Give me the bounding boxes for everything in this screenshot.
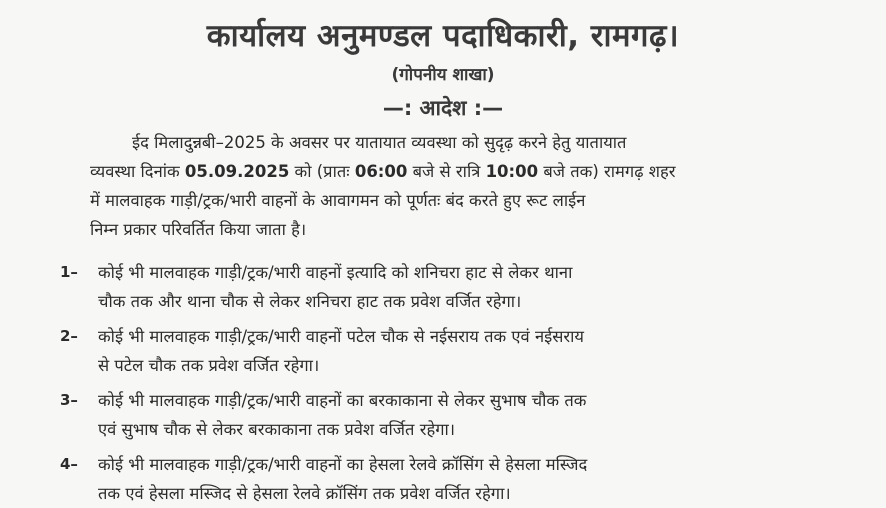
intro-line-4: निम्न प्रकार परिवर्तित किया जाता है। [90,220,307,239]
item-line-2: एवं सुभाष चौक से लेकर बरकाकाना तक प्रवेश वर्जित रहेगा। [98,420,456,439]
end-time: 10:00 [485,162,539,181]
item-line-1: कोई भी मालवाहक गाड़ी/ट्रक/भारी वाहनों का हेसला रेलवे क्रॉसिंग से हेसला मस्जिद [98,455,588,474]
list-item [60,322,820,380]
item-line-2: चौक तक और थाना चौक से लेकर शनिचरा हाट तक प्रवेश वर्जित रहेगा। [98,292,522,311]
intro-paragraph [90,128,820,244]
item-text [98,258,820,316]
item-line-2: तक एवं हेसला मस्जिद से हेसला रेलवे क्रॉसिंग तक प्रवेश वर्जित रहेगा। [98,484,511,503]
intro-line-2-text-a: व्यवस्था दिनांक [90,162,185,181]
item-line-1: कोई भी मालवाहक गाड़ी/ट्रक/भारी वाहनों पटेल चौक से नईसराय तक एवं नईसराय [98,327,584,346]
intro-line-2-text-d: बजे तक) रामगढ़ शहर [538,162,676,181]
intro-line-2-text-c: बजे से रात्रि [407,162,486,181]
order-heading: —: आदेश :— [382,96,504,120]
item-number: 4– [60,455,78,473]
item-text [98,450,820,508]
list-item [60,258,820,316]
item-line-2: से पटेल चौक तक प्रवेश वर्जित रहेगा। [98,356,320,375]
list-item [60,386,820,444]
section-subtitle: (गोपनीय शाखा) [391,65,495,85]
intro-line-2 [90,157,820,186]
item-number: 1– [60,263,78,281]
list-item [60,450,820,508]
item-text [98,386,820,444]
intro-line-1: ईद मिलादुन्नबी–2025 के अवसर पर यातायात व्यवस्था को सुदृढ़ करने हेतु यातायात [132,133,627,152]
item-number: 2– [60,327,78,345]
item-line-1: कोई भी मालवाहक गाड़ी/ट्रक/भारी वाहनों का बरकाकाना से लेकर सुभाष चौक तक [98,391,587,410]
item-number: 3– [60,391,78,409]
intro-line-3: में मालवाहक गाड़ी/ट्रक/भारी वाहनों के आवागमन को पूर्णतः बंद करते हुए रूट लाईन [90,191,586,210]
order-date: 05.09.2025 [184,162,290,181]
item-line-1: कोई भी मालवाहक गाड़ी/ट्रक/भारी वाहनों इत्यादि को शनिचरा हाट से लेकर थाना [98,263,573,282]
intro-line-2-text-b: को (प्रातः [289,162,355,181]
office-title: कार्यालय अनुमण्डल पदाधिकारी, रामगढ़। [206,18,680,54]
item-text [98,322,820,380]
start-time: 06:00 [354,162,408,181]
